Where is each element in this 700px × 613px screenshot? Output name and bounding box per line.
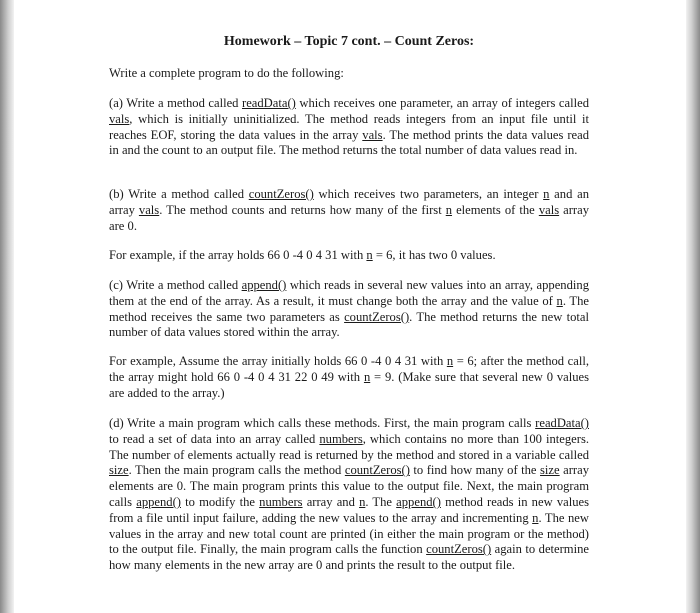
right-page-shadow [686,0,700,613]
method-name-append: append() [136,494,181,509]
variable-n: n [543,187,550,201]
example-text: For example, if the array holds 66 0 -4 0 4 31 with [109,248,367,262]
part-b-text: elements of the [452,202,539,217]
variable-vals: vals [138,202,160,217]
part-a-text: , which is initially uninitialized. The method reads integers from an input file until it reaches EOF, storing the data values in the array [109,111,589,142]
method-name-readdata: readData() [535,416,589,430]
part-b-paragraph [109,187,589,234]
method-name-countzeros: countZeros() [426,542,492,557]
part-b-text: and an array [109,187,589,217]
left-page-shadow [0,0,14,613]
variable-n: n [445,202,453,217]
part-d-text: to read a set of data into an array called [109,431,320,446]
part-d-text: . The new values in the array and new total count are printed (in either the main program or the method) to the output file. Finally, the main program calls the function [109,510,589,557]
part-a-text: (a) Write a method called [109,96,242,110]
part-c-paragraph [109,278,589,341]
part-d-text: array elements are 0. The main program prints this value to the output file. Next, the main program calls [109,463,589,509]
variable-vals: vals [109,111,130,126]
part-d-text: (d) Write a main program which calls these methods. First, the main program calls [109,416,536,430]
part-c-text: (c) Write a method called [109,278,242,292]
part-d-text: method reads in new values from a file until input failure, adding the new values to the array and incrementing [109,494,589,525]
method-name-countzeros: countZeros() [344,309,410,324]
example-text: = 9. (Make sure that several new 0 values are added to the array.) [109,369,589,400]
part-c-text: which reads in several new values into an array, appending them at the end of the array. As a result, it must change both the array and the value of [109,278,589,308]
part-c-text: . The method receives the same two parameters as [109,293,589,324]
part-d-paragraph [109,416,589,574]
method-name-countzeros: countZeros() [248,187,314,201]
part-d-text: array and [302,494,360,509]
method-name-append: append() [241,278,287,292]
variable-size: size [109,463,129,478]
variable-n: n [532,510,539,525]
variable-n: n [363,369,371,384]
part-c-text: . The method returns the new total number of data values stored within the array. [109,309,590,340]
part-b-text: which receives two parameters, an integer [313,187,544,201]
part-b-text: . The method counts and returns how many of the first [159,202,446,217]
example-text: = 6, it has two 0 values. [372,248,496,262]
part-a-text: which receives one parameter, an array of integers called [295,96,589,110]
method-name-readdata: readData() [242,96,296,110]
part-d-text: , which contains no more than 100 integers. The number of elements actually read is returned by the method and stored in a variable called [109,431,589,462]
variable-numbers: numbers [259,494,303,509]
part-d-text: . Then the main program calls the method [128,463,345,478]
variable-numbers: numbers [319,431,363,446]
part-b-text: array are 0. [109,202,590,233]
variable-n: n [366,248,373,262]
part-d-text: again to determine how many elements in the new array are 0 and prints the result to the output file. [109,542,589,573]
example-text: = 6; after the method call, the array might hold 66 0 -4 0 4 31 22 0 49 with [109,354,589,384]
part-d-text: to find how many of the [409,463,541,478]
method-name-countzeros: countZeros() [344,463,410,478]
example-c-paragraph [109,354,589,401]
variable-size: size [540,463,560,478]
part-d-text: . The [365,494,397,509]
intro-text: Write a complete program to do the following: [109,66,344,80]
variable-vals: vals [538,202,560,217]
variable-n: n [359,494,366,509]
part-d-text: to modify the [181,494,260,509]
example-text: For example, Assume the array initially holds 66 0 -4 0 4 31 with [109,354,447,368]
part-b-text: (b) Write a method called [109,187,249,201]
variable-n: n [446,354,454,368]
variable-n: n [556,293,563,308]
variable-vals: vals [362,127,383,142]
example-b-paragraph [109,248,589,264]
method-name-append: append() [396,494,441,509]
part-a-paragraph [109,96,589,159]
page-title: Homework – Topic 7 cont. – Count Zeros: [223,34,475,49]
part-a-text: . The method prints the data values read in and the count to an output file. The method returns the total number of data values read in. [109,127,589,158]
